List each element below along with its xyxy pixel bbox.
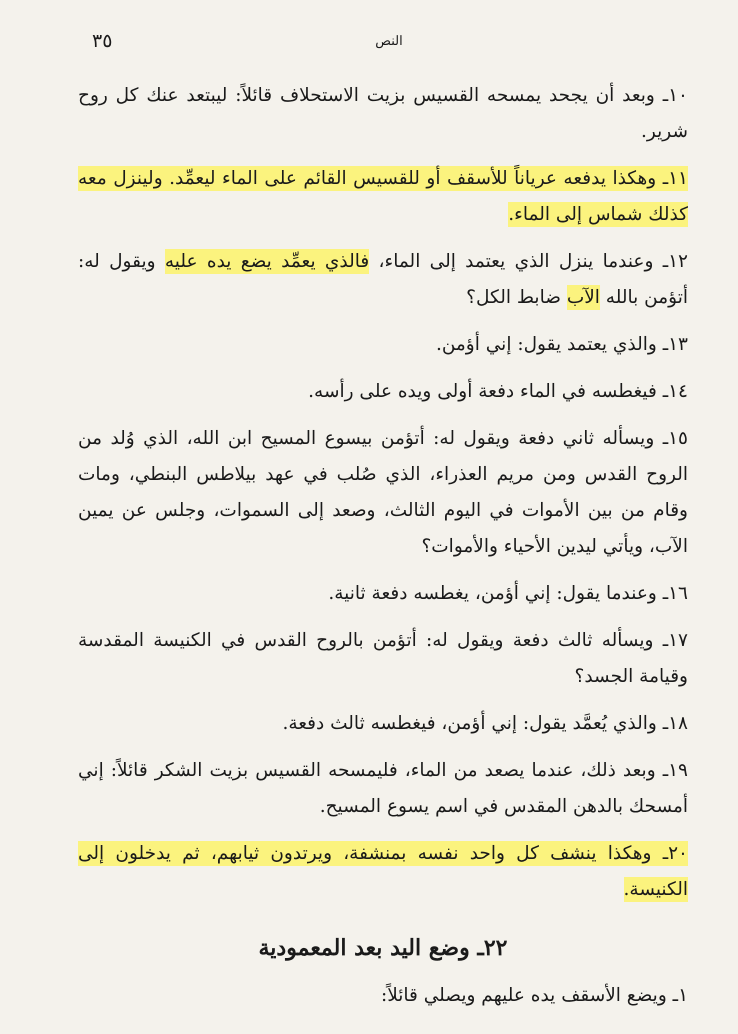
paragraph-text: ١٧ـ ويسأله ثالث دفعة ويقول له: أتؤمن بالروح القدس في الكنيسة المقدسة وقيامة الجسد؟ xyxy=(78,630,688,687)
paragraph: ١ـ ويضع الأسقف يده عليهم ويصلي قائلاً: xyxy=(380,985,688,1006)
running-header xyxy=(92,30,686,52)
paragraph xyxy=(78,78,688,150)
paragraph-text: ١٠ـ وبعد أن يجحد يمسحه القسيس بزيت الاستحلاف قائلاً: ليبتعد عنك كل روح شرير. xyxy=(78,85,688,142)
paragraph xyxy=(78,161,688,233)
paragraph-text: ١٣ـ والذي يعتمد يقول: إني أؤمن. xyxy=(435,334,688,355)
paragraph-text: ١٥ـ ويسأله ثاني دفعة ويقول له: أتؤمن بيسوع المسيح ابن الله، الذي وُلد من الروح القدس ومن مريم العذراء، الذي صُلب في عهد بيلاطس البنطي، ومات وقام من بين الأموات في اليوم الثالث، وصعد إلى السموات، وجلس عن يمين الآب، ويأتي ليدين الأحياء والأموات؟ xyxy=(78,428,688,557)
page-body xyxy=(78,78,688,1025)
paragraph xyxy=(78,836,688,908)
page-number: ٣٥ xyxy=(92,30,113,52)
highlighted-text: الآب xyxy=(566,287,600,308)
paragraph-text: ويقول له: أتؤمن بالله xyxy=(78,251,688,308)
running-title: النص xyxy=(375,34,403,49)
paragraph xyxy=(78,706,688,742)
highlighted-text: ٢٠ـ وهكذا ينشف كل واحد نفسه بمنشفة، ويرتدون ثيابهم، ثم يدخلون إلى الكنيسة. xyxy=(78,843,688,900)
paragraph-text: ١٩ـ وبعد ذلك، عندما يصعد من الماء، فليمسحه القسيس بزيت الشكر قائلاً: إني أمسحك بالدهن المقدس في اسم يسوع المسيح. xyxy=(78,760,688,817)
paragraph-text: ضابط الكل؟ xyxy=(466,287,567,308)
section-heading: ٢٢ـ وضع اليد بعد المعمودية xyxy=(258,935,508,961)
paragraph-text: ١٨ـ والذي يُعمَّد يقول: إني أؤمن، فيغطسه ثالث دفعة. xyxy=(282,713,688,734)
paragraph xyxy=(78,421,688,565)
paragraph xyxy=(78,374,688,410)
highlighted-text: فالذي يعمِّد يضع يده عليه xyxy=(164,251,370,272)
paragraph xyxy=(78,576,688,612)
paragraph xyxy=(78,327,688,363)
paragraph-text: ١٦ـ وعندما يقول: إني أؤمن، يغطسه دفعة ثانية. xyxy=(328,583,688,604)
highlighted-text: ١١ـ وهكذا يدفعه عرياناً للأسقف أو للقسيس القائم على الماء ليعمِّد. ولينزل معه كذلك شماس إلى الماء. xyxy=(78,168,688,225)
paragraph xyxy=(78,753,688,825)
paragraph xyxy=(78,244,688,316)
paragraph-list xyxy=(78,78,688,908)
paragraph-text: ١٢ـ وعندما ينزل الذي يعتمد إلى الماء، xyxy=(369,251,688,272)
paragraph-text: ١٤ـ فيغطسه في الماء دفعة أولى ويده على رأسه. xyxy=(308,381,688,402)
paragraph xyxy=(78,623,688,695)
